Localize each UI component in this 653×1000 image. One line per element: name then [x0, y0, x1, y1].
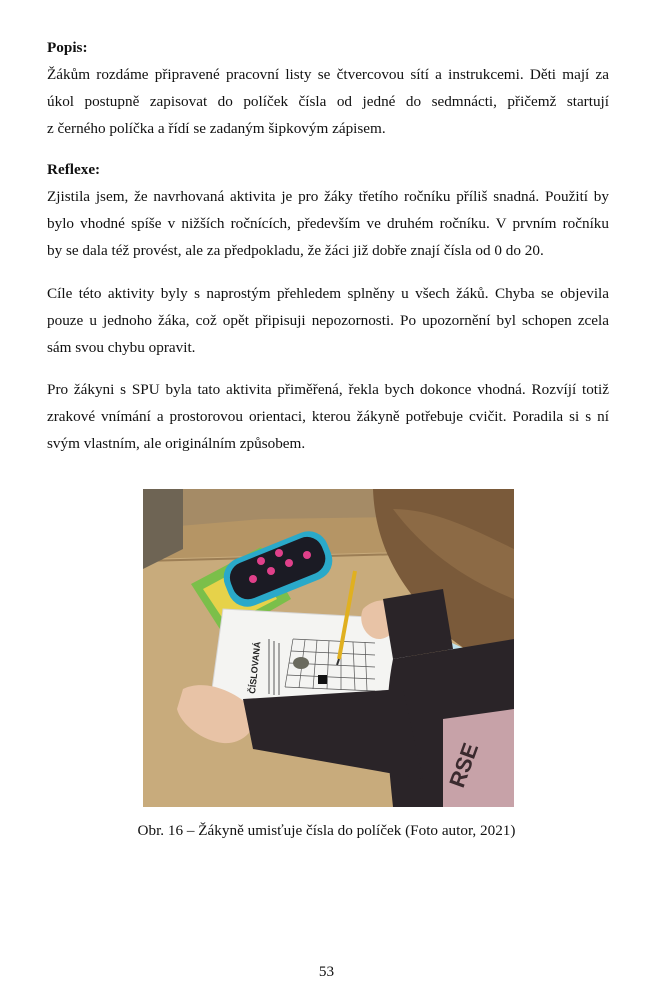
section-reflexe [47, 156, 609, 264]
figure-caption: Obr. 16 – Žákyně umisťuje čísla do políček (Foto autor, 2021) [137, 822, 516, 839]
figure-photo [143, 489, 514, 807]
paragraph-line: svým vlastním, ale originálním způsobem. [47, 435, 306, 452]
paragraph-spu [47, 376, 609, 457]
paragraph-line: z černého políčka a řídí se zadaným šipkovým zápisem. [47, 120, 386, 137]
paragraph-line: zrakové vnímání a prostorovou orientaci, kterou žákyně potřebuje cvičit. Poradila si s ní [47, 408, 609, 425]
section-heading-popis: Popis: [47, 39, 88, 56]
svg-text:RSE: RSE [444, 739, 484, 791]
paragraph-line: bylo vhodné spíše v nižších ročnících, především ve druhém ročníku. V prvním ročníku [47, 215, 609, 232]
paragraph-line: by se dala též provést, ale za předpokladu, že žáci již dobře znají čísla od 0 do 20. [47, 242, 544, 259]
page-number: 53 [318, 963, 335, 980]
worksheet-title: ČÍSLOVANÁ [247, 641, 263, 695]
paragraph-line: úkol postupně zapisovat do políček čísla od jedné do sedmnácti, přičemž startují [47, 93, 609, 110]
paragraph-line: sám svou chybu opravit. [47, 339, 196, 356]
paragraph-line: Žákům rozdáme připravené pracovní listy se čtvercovou sítí a instrukcemi. Děti mají za [47, 66, 609, 83]
paragraph-line: Zjistila jsem, že navrhovaná aktivita je pro žáky třetího ročníku příliš snadná. Použití by [47, 188, 609, 205]
section-heading-reflexe: Reflexe: [47, 161, 101, 178]
paragraph-line: pouze u jednoho žáka, což opět připisuji nepozornosti. Po upozornění byl schopen zcela [47, 312, 609, 329]
section-popis [47, 34, 609, 142]
paragraph-goals [47, 280, 609, 361]
paragraph-line: Pro žákyni s SPU byla tato aktivita přiměřená, řekla bych dokonce vhodná. Rozvíjí totiž [47, 381, 609, 398]
classroom-photo [143, 489, 514, 807]
paragraph-line: Cíle této aktivity byly s naprostým přehledem splněny u všech žáků. Chyba se objevila [47, 285, 609, 302]
